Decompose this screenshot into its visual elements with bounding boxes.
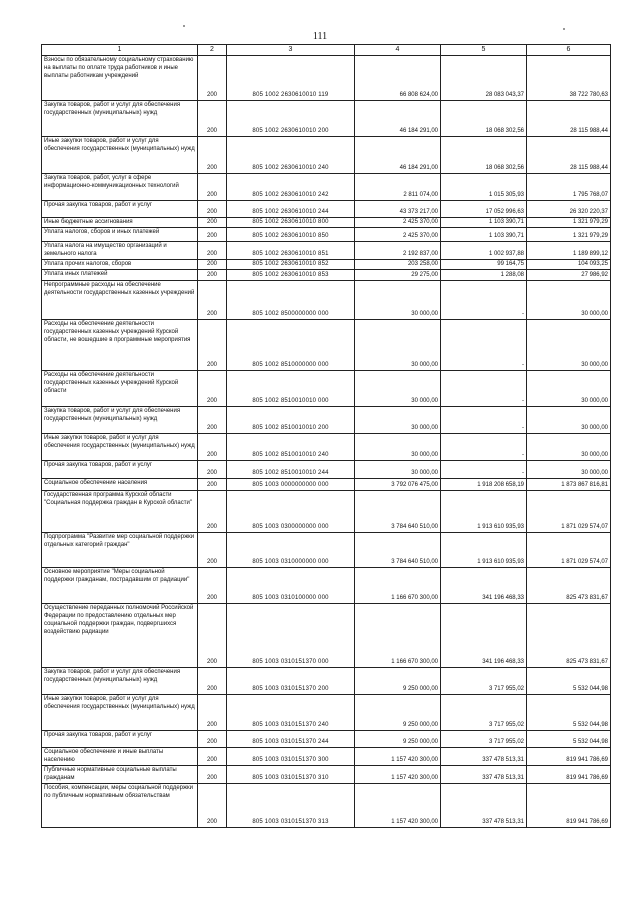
row-executed-amount: 1 002 937,88 [441, 242, 527, 260]
row-executed-amount: 18 068 302,56 [441, 137, 527, 174]
row-approved-amount: 30 000,00 [355, 407, 441, 434]
row-admin-code: 200 [198, 748, 227, 766]
row-admin-code: 200 [198, 371, 227, 407]
row-budget-code: 805 1003 0310151370 300 [227, 748, 355, 766]
row-admin-code: 200 [198, 270, 227, 281]
row-executed-amount: - [441, 407, 527, 434]
header-col-1: 1 [42, 45, 198, 56]
scan-speck [183, 25, 185, 27]
row-admin-code: 200 [198, 731, 227, 748]
row-approved-amount: 9 250 000,00 [355, 668, 441, 695]
row-approved-amount: 9 250 000,00 [355, 731, 441, 748]
row-name: Расходы на обеспечение деятельности государственных казенных учреждений Курской области, не вошедшие в программные мероприятия [42, 320, 198, 371]
row-admin-code: 200 [198, 568, 227, 604]
row-executed-amount: 17 052 996,63 [441, 201, 527, 218]
row-executed-amount: 337 478 513,31 [441, 766, 527, 784]
row-approved-amount: 30 000,00 [355, 281, 441, 320]
row-executed-amount: - [441, 371, 527, 407]
row-admin-code: 200 [198, 491, 227, 533]
row-remaining-amount: 1 871 029 574,07 [527, 491, 611, 533]
row-admin-code: 200 [198, 56, 227, 101]
table-row [42, 174, 611, 201]
header-col-3: 3 [227, 45, 355, 56]
row-executed-amount: 3 717 955,02 [441, 695, 527, 731]
row-name: Иные закупки товаров, работ и услуг для обеспечения государственных (муниципальных) нужд [42, 434, 198, 461]
row-name: Закупка товаров, работ и услуг для обеспечения государственных (муниципальных) нужд [42, 101, 198, 137]
row-executed-amount: 1 103 390,71 [441, 218, 527, 228]
row-remaining-amount: 819 941 786,69 [527, 766, 611, 784]
row-remaining-amount: 30 000,00 [527, 434, 611, 461]
row-admin-code: 200 [198, 766, 227, 784]
row-name: Закупка товаров, работ и услуг для обеспечения государственных (муниципальных) нужд [42, 407, 198, 434]
header-col-4: 4 [355, 45, 441, 56]
row-name: Прочая закупка товаров, работ и услуг [42, 461, 198, 479]
row-remaining-amount: 825 473 831,67 [527, 604, 611, 668]
row-budget-code: 805 1002 2630610010 850 [227, 228, 355, 242]
row-approved-amount: 203 258,00 [355, 260, 441, 270]
row-remaining-amount: 28 115 988,44 [527, 137, 611, 174]
row-approved-amount: 1 166 670 300,00 [355, 568, 441, 604]
table-row [42, 137, 611, 174]
row-remaining-amount: 30 000,00 [527, 371, 611, 407]
row-approved-amount: 66 808 624,00 [355, 56, 441, 101]
row-approved-amount: 9 250 000,00 [355, 695, 441, 731]
row-name: Иные закупки товаров, работ и услуг для обеспечения государственных (муниципальных) нужд [42, 695, 198, 731]
row-approved-amount: 30 000,00 [355, 434, 441, 461]
row-budget-code: 805 1002 2630610010 853 [227, 270, 355, 281]
row-remaining-amount: 1 321 979,29 [527, 228, 611, 242]
row-remaining-amount: 5 532 044,98 [527, 731, 611, 748]
row-admin-code: 200 [198, 218, 227, 228]
row-approved-amount: 1 157 420 300,00 [355, 766, 441, 784]
table-row [42, 201, 611, 218]
row-remaining-amount: 26 320 220,37 [527, 201, 611, 218]
row-remaining-amount: 28 115 988,44 [527, 101, 611, 137]
table-header-row [42, 45, 611, 56]
row-budget-code: 805 1002 2630610010 200 [227, 101, 355, 137]
row-remaining-amount: 30 000,00 [527, 281, 611, 320]
row-executed-amount: 337 478 513,31 [441, 748, 527, 766]
row-budget-code: 805 1002 2630610010 240 [227, 137, 355, 174]
row-admin-code: 200 [198, 668, 227, 695]
row-name: Уплата налогов, сборов и иных платежей [42, 228, 198, 242]
scan-speck [563, 28, 565, 30]
row-approved-amount: 29 275,00 [355, 270, 441, 281]
table-row [42, 218, 611, 228]
row-executed-amount: 1 913 610 935,93 [441, 491, 527, 533]
row-admin-code: 200 [198, 101, 227, 137]
row-name: Уплата прочих налогов, сборов [42, 260, 198, 270]
row-admin-code: 200 [198, 533, 227, 568]
row-executed-amount: - [441, 281, 527, 320]
row-admin-code: 200 [198, 604, 227, 668]
row-admin-code: 200 [198, 242, 227, 260]
row-budget-code: 805 1002 8510010010 244 [227, 461, 355, 479]
row-remaining-amount: 30 000,00 [527, 461, 611, 479]
table-row [42, 784, 611, 828]
row-executed-amount: 3 717 955,02 [441, 731, 527, 748]
row-name: Прочая закупка товаров, работ и услуг [42, 201, 198, 218]
row-approved-amount: 2 811 074,00 [355, 174, 441, 201]
row-remaining-amount: 1 321 979,29 [527, 218, 611, 228]
row-name: Основное мероприятие "Меры социальной поддержки гражданам, пострадавшим от радиации" [42, 568, 198, 604]
table-row [42, 371, 611, 407]
row-budget-code: 805 1003 0310151370 000 [227, 604, 355, 668]
table-row [42, 731, 611, 748]
row-executed-amount: 1 918 208 658,19 [441, 479, 527, 491]
row-budget-code: 805 1003 0000000000 000 [227, 479, 355, 491]
row-approved-amount: 30 000,00 [355, 320, 441, 371]
row-admin-code: 200 [198, 461, 227, 479]
row-name: Социальное обеспечение и иные выплаты населению [42, 748, 198, 766]
row-approved-amount: 3 784 640 510,00 [355, 533, 441, 568]
row-admin-code: 200 [198, 320, 227, 371]
row-remaining-amount: 1 871 029 574,07 [527, 533, 611, 568]
table-row [42, 56, 611, 101]
row-approved-amount: 2 192 837,00 [355, 242, 441, 260]
row-approved-amount: 2 425 370,00 [355, 218, 441, 228]
row-approved-amount: 1 157 420 300,00 [355, 784, 441, 828]
row-executed-amount: 99 164,75 [441, 260, 527, 270]
row-approved-amount: 3 784 640 510,00 [355, 491, 441, 533]
row-name: Публичные нормативные социальные выплаты гражданам [42, 766, 198, 784]
row-executed-amount: 28 083 043,37 [441, 56, 527, 101]
table-row [42, 320, 611, 371]
table-row [42, 270, 611, 281]
row-budget-code: 805 1002 2630610010 852 [227, 260, 355, 270]
row-name: Расходы на обеспечение деятельности государственных казенных учреждений Курской области [42, 371, 198, 407]
row-name: Непрограммные расходы на обеспечение деятельности государственных казенных учреждений [42, 281, 198, 320]
table-row [42, 748, 611, 766]
row-budget-code: 805 1002 2630610010 242 [227, 174, 355, 201]
row-executed-amount: - [441, 461, 527, 479]
row-budget-code: 805 1002 2630610010 244 [227, 201, 355, 218]
row-executed-amount: - [441, 320, 527, 371]
row-budget-code: 805 1002 2630610010 851 [227, 242, 355, 260]
row-name: Подпрограмма "Развитие мер социальной поддержки отдельных категорий граждан" [42, 533, 198, 568]
row-approved-amount: 46 184 291,00 [355, 137, 441, 174]
header-col-5: 5 [441, 45, 527, 56]
header-col-6: 6 [527, 45, 611, 56]
row-remaining-amount: 819 941 786,69 [527, 748, 611, 766]
table-row [42, 101, 611, 137]
row-remaining-amount: 819 941 786,69 [527, 784, 611, 828]
row-executed-amount: 1 103 390,71 [441, 228, 527, 242]
budget-execution-table [41, 44, 611, 828]
table-row [42, 491, 611, 533]
table-row [42, 479, 611, 491]
row-name: Пособия, компенсации, меры социальной поддержки по публичным нормативным обязательствам [42, 784, 198, 828]
row-remaining-amount: 1 873 867 816,81 [527, 479, 611, 491]
row-budget-code: 805 1002 8510010010 200 [227, 407, 355, 434]
page-number: 111 [312, 31, 328, 42]
table-row [42, 766, 611, 784]
row-approved-amount: 46 184 291,00 [355, 101, 441, 137]
row-admin-code: 200 [198, 260, 227, 270]
row-executed-amount: 3 717 955,02 [441, 668, 527, 695]
row-remaining-amount: 30 000,00 [527, 407, 611, 434]
row-name: Закупка товаров, работ и услуг для обеспечения государственных (муниципальных) нужд [42, 668, 198, 695]
table-row [42, 242, 611, 260]
row-budget-code: 805 1003 0310151370 313 [227, 784, 355, 828]
row-name: Государственная программа Курской области "Социальная поддержка граждан в Курской области" [42, 491, 198, 533]
row-remaining-amount: 38 722 780,63 [527, 56, 611, 101]
row-executed-amount: 341 196 468,33 [441, 568, 527, 604]
row-remaining-amount: 27 986,92 [527, 270, 611, 281]
row-admin-code: 200 [198, 784, 227, 828]
row-executed-amount: 337 478 513,31 [441, 784, 527, 828]
table-row [42, 695, 611, 731]
row-name: Иные закупки товаров, работ и услуг для обеспечения государственных (муниципальных) нужд [42, 137, 198, 174]
row-remaining-amount: 5 532 044,98 [527, 668, 611, 695]
row-approved-amount: 1 157 420 300,00 [355, 748, 441, 766]
row-executed-amount: 1 288,08 [441, 270, 527, 281]
row-approved-amount: 30 000,00 [355, 371, 441, 407]
table-row [42, 260, 611, 270]
row-executed-amount: 1 913 610 935,93 [441, 533, 527, 568]
table-row [42, 228, 611, 242]
table-row [42, 533, 611, 568]
table-row [42, 568, 611, 604]
row-budget-code: 805 1003 0310151370 240 [227, 695, 355, 731]
row-budget-code: 805 1003 0310151370 244 [227, 731, 355, 748]
row-executed-amount: - [441, 434, 527, 461]
row-approved-amount: 30 000,00 [355, 461, 441, 479]
row-budget-code: 805 1002 2630610010 119 [227, 56, 355, 101]
row-budget-code: 805 1002 8500000000 000 [227, 281, 355, 320]
row-remaining-amount: 104 093,25 [527, 260, 611, 270]
row-remaining-amount: 5 532 044,98 [527, 695, 611, 731]
row-name: Закупка товаров, работ, услуг в сфере информационно-коммуникационных технологий [42, 174, 198, 201]
row-approved-amount: 1 166 670 300,00 [355, 604, 441, 668]
row-executed-amount: 341 196 468,33 [441, 604, 527, 668]
row-name: Уплата налога на имущество организаций и земельного налога [42, 242, 198, 260]
row-budget-code: 805 1003 0310151370 310 [227, 766, 355, 784]
row-admin-code: 200 [198, 228, 227, 242]
row-name: Осуществление переданных полномочий Российской Федерации по предоставлению отдельных мер социальной поддержки граждан, подвергшихся воздействию радиации [42, 604, 198, 668]
row-budget-code: 805 1003 0310000000 000 [227, 533, 355, 568]
row-approved-amount: 43 373 217,00 [355, 201, 441, 218]
table-row [42, 668, 611, 695]
row-admin-code: 200 [198, 137, 227, 174]
row-executed-amount: 1 015 305,93 [441, 174, 527, 201]
row-approved-amount: 2 425 370,00 [355, 228, 441, 242]
row-admin-code: 200 [198, 407, 227, 434]
row-remaining-amount: 1 795 768,07 [527, 174, 611, 201]
row-name: Социальное обеспечение населения [42, 479, 198, 491]
row-approved-amount: 3 792 076 475,00 [355, 479, 441, 491]
row-budget-code: 805 1003 0310100000 000 [227, 568, 355, 604]
row-name: Прочая закупка товаров, работ и услуг [42, 731, 198, 748]
row-executed-amount: 18 068 302,56 [441, 101, 527, 137]
row-budget-code: 805 1002 2630610010 800 [227, 218, 355, 228]
row-budget-code: 805 1003 0310151370 200 [227, 668, 355, 695]
row-budget-code: 805 1002 8510010010 240 [227, 434, 355, 461]
row-admin-code: 200 [198, 695, 227, 731]
row-remaining-amount: 825 473 831,67 [527, 568, 611, 604]
row-name: Взносы по обязательному социальному страхованию на выплаты по оплате труда работников и иные выплаты работникам учреждений [42, 56, 198, 101]
row-admin-code: 200 [198, 281, 227, 320]
table-row [42, 407, 611, 434]
table-row [42, 461, 611, 479]
row-budget-code: 805 1003 0300000000 000 [227, 491, 355, 533]
row-budget-code: 805 1002 8510000000 000 [227, 320, 355, 371]
table-row [42, 281, 611, 320]
row-admin-code: 200 [198, 174, 227, 201]
row-remaining-amount: 30 000,00 [527, 320, 611, 371]
table-row [42, 604, 611, 668]
row-admin-code: 200 [198, 434, 227, 461]
header-col-2: 2 [198, 45, 227, 56]
row-admin-code: 200 [198, 479, 227, 491]
row-name: Иные бюджетные ассигнования [42, 218, 198, 228]
table-row [42, 434, 611, 461]
row-budget-code: 805 1002 8510010010 000 [227, 371, 355, 407]
row-admin-code: 200 [198, 201, 227, 218]
row-remaining-amount: 1 189 899,12 [527, 242, 611, 260]
row-name: Уплата иных платежей [42, 270, 198, 281]
